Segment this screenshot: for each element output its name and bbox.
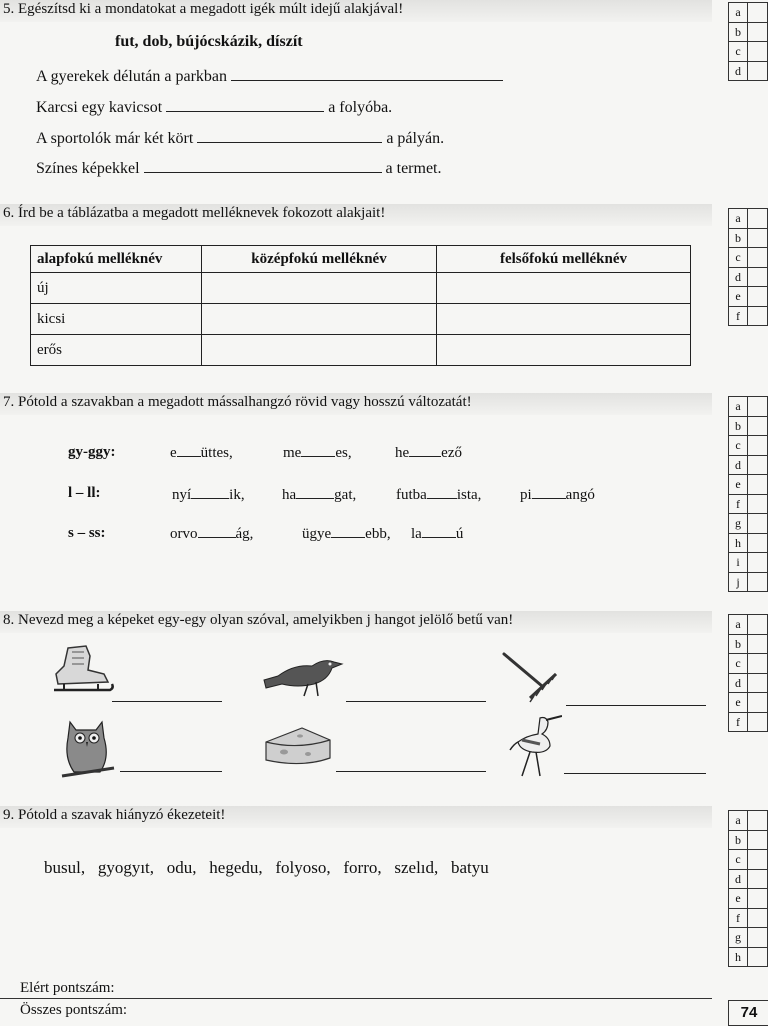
q8-score-box: a b c d e f: [728, 614, 768, 732]
q5-blank-2[interactable]: [166, 97, 324, 112]
q7-score-cell[interactable]: [748, 514, 767, 533]
row-positive-1: új: [31, 273, 202, 304]
q8-score-cell[interactable]: [748, 693, 767, 712]
q6-score-cell[interactable]: [748, 268, 767, 287]
q7-score-cell[interactable]: [748, 495, 767, 514]
q5-blank-4[interactable]: [144, 158, 382, 173]
q7-word: nyí ik,: [172, 487, 245, 503]
answer-cell[interactable]: [202, 273, 437, 304]
letter-blank[interactable]: [301, 444, 335, 457]
q5-sentence-4: Színes képekkel a termet.: [36, 160, 442, 177]
q8-score-cell[interactable]: [748, 615, 767, 634]
cheese-icon: [262, 724, 334, 772]
q9-score-box: a b c d e f g h: [728, 810, 768, 967]
q9-score-cell[interactable]: [748, 948, 767, 967]
q7-score-cell[interactable]: [748, 397, 767, 416]
q8-score-cell[interactable]: [748, 654, 767, 673]
q8-answer-line[interactable]: [346, 700, 486, 702]
q5-score-cell[interactable]: [748, 3, 767, 22]
letter-blank[interactable]: [409, 444, 441, 457]
earned-score-label: Elért pontszám:: [20, 980, 115, 996]
letter-blank[interactable]: [532, 486, 566, 499]
q7-score-cell[interactable]: [748, 534, 767, 553]
rake-icon: [500, 650, 564, 704]
q8-answer-line[interactable]: [564, 772, 706, 774]
q5-verb-list: fut, dob, bújócskázik, díszít: [115, 33, 303, 50]
q5-score-cell[interactable]: [748, 62, 767, 81]
q5-score-box: a b c d: [728, 2, 768, 81]
owl-icon: [56, 712, 118, 780]
crow-icon: [258, 650, 344, 698]
letter-blank[interactable]: [422, 525, 456, 538]
footer-divider: [0, 998, 712, 999]
q5-score-cell[interactable]: [748, 23, 767, 42]
q9-score-cell[interactable]: [748, 928, 767, 947]
q6-score-cell[interactable]: [748, 287, 767, 306]
q8-score-cell[interactable]: [748, 635, 767, 654]
q8-score-cell[interactable]: [748, 713, 767, 732]
q7-word: e üttes,: [170, 445, 233, 461]
answer-cell[interactable]: [202, 335, 437, 366]
q8-answer-line[interactable]: [566, 704, 706, 706]
q6-score-cell[interactable]: [748, 229, 767, 248]
q8-answer-line[interactable]: [336, 770, 486, 772]
q8-score-cell[interactable]: [748, 674, 767, 693]
answer-cell[interactable]: [437, 304, 691, 335]
q5-title: 5. Egészítsd ki a mondatokat a megadott igék múlt idejű alakjával!: [3, 1, 404, 17]
q5-sentence-2: Karcsi egy kavicsot a folyóba.: [36, 99, 393, 116]
q7-word: futba ista,: [396, 487, 482, 503]
q5-blank-1[interactable]: [231, 66, 503, 81]
letter-blank[interactable]: [177, 444, 201, 457]
q7-word: la ú: [411, 526, 464, 542]
q7-score-cell[interactable]: [748, 573, 767, 592]
q7-word: ügye ebb,: [302, 526, 391, 542]
q7-score-cell[interactable]: [748, 475, 767, 494]
q7-score-cell[interactable]: [748, 417, 767, 436]
letter-blank[interactable]: [191, 486, 229, 499]
q6-score-cell[interactable]: [748, 209, 767, 228]
letter-blank[interactable]: [331, 525, 365, 538]
q9-score-cell[interactable]: [748, 811, 767, 830]
col-header-superlative: felsőfokú melléknév: [437, 246, 691, 273]
q7-word: orvo ág,: [170, 526, 254, 542]
q9-word-list[interactable]: busul, gyogyıt, odu, hegedu, folyoso, forro, szelıd, batyu: [44, 858, 489, 877]
q9-score-cell[interactable]: [748, 850, 767, 869]
row-positive-2: kicsi: [31, 304, 202, 335]
q6-score-box: a b c d e f: [728, 208, 768, 326]
q8-title: 8. Nevezd meg a képeket egy-egy olyan szóval, amelyikben j hangot jelölő betű van!: [3, 612, 514, 628]
letter-blank[interactable]: [296, 486, 334, 499]
q9-score-cell[interactable]: [748, 889, 767, 908]
q9-title: 9. Pótold a szavak hiányzó ékezeteit!: [3, 807, 226, 823]
q5-sentence-1: A gyerekek délután a parkban: [36, 66, 503, 86]
answer-cell[interactable]: [437, 273, 691, 304]
col-header-positive: alapfokú melléknév: [31, 246, 202, 273]
q5-blank-3[interactable]: [197, 128, 382, 143]
pair-label-s: s – ss:: [68, 525, 106, 541]
row-positive-3: erős: [31, 335, 202, 366]
q6-score-cell[interactable]: [748, 307, 767, 326]
total-score-label: Összes pontszám:: [20, 1002, 128, 1018]
q5-sentence-3: A sportolók már két kört a pályán.: [36, 130, 445, 147]
adjective-table: [30, 245, 691, 366]
q7-word: me es,: [283, 445, 352, 461]
q8-answer-line[interactable]: [112, 700, 222, 702]
letter-blank[interactable]: [427, 486, 457, 499]
q7-word: pi angó: [520, 487, 595, 503]
q5-score-cell[interactable]: [748, 42, 767, 61]
q8-answer-line[interactable]: [120, 770, 222, 772]
ice-skate-icon: [50, 644, 114, 696]
q7-score-cell[interactable]: [748, 553, 767, 572]
q7-word: he ező: [395, 445, 462, 461]
pair-label-l: l – ll:: [68, 485, 101, 501]
q7-title: 7. Pótold a szavakban a megadott mássalhangzó rövid vagy hosszú változatát!: [3, 394, 472, 410]
q6-score-cell[interactable]: [748, 248, 767, 267]
q7-word: ha gat,: [282, 487, 357, 503]
q9-score-cell[interactable]: [748, 831, 767, 850]
answer-cell[interactable]: [437, 335, 691, 366]
pair-label-gy: gy-ggy:: [68, 444, 116, 460]
total-score-value: 74: [728, 1000, 768, 1026]
answer-cell[interactable]: [202, 304, 437, 335]
q9-score-cell[interactable]: [748, 870, 767, 889]
q7-score-cell[interactable]: [748, 436, 767, 455]
q6-title: 6. Írd be a táblázatba a megadott melléknevek fokozott alakjait!: [3, 205, 386, 221]
q7-score-cell[interactable]: [748, 456, 767, 475]
col-header-comparative: középfokú melléknév: [202, 246, 437, 273]
stork-icon: [500, 712, 562, 778]
letter-blank[interactable]: [198, 525, 236, 538]
q9-score-cell[interactable]: [748, 909, 767, 928]
q7-score-box: a b c d e f g h i j: [728, 396, 768, 592]
